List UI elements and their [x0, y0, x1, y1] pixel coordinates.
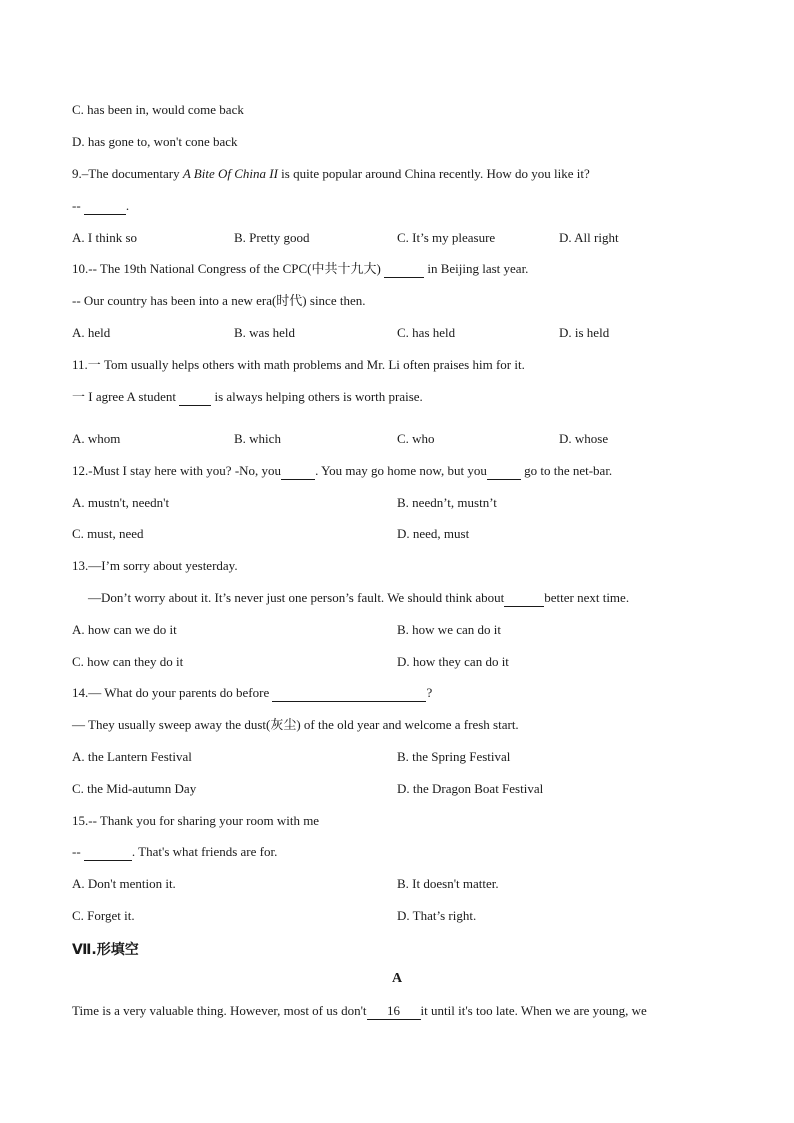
- q15-option-d: D. That’s right.: [397, 908, 477, 923]
- passage-text-post: it until it's too late. When we are young, we: [420, 1003, 647, 1018]
- q9-option-b: B. Pretty good: [234, 230, 310, 245]
- passage-line: [72, 1003, 647, 1020]
- passage-title: A: [391, 971, 403, 986]
- q14-option-c: C. the Mid-autumn Day: [72, 781, 197, 796]
- q11-option-d: D. whose: [559, 431, 609, 446]
- q9-option-d: D. All right: [559, 230, 619, 245]
- q15-blank: [84, 844, 132, 861]
- q15-option-c: C. Forget it.: [72, 908, 135, 923]
- q9-option-a: A. I think so: [72, 230, 137, 245]
- q10-text-post: in Beijing last year.: [424, 261, 529, 276]
- q10-option-a: A. held: [72, 325, 111, 340]
- q11-question: 11.一 Tom usually helps others with math problems and Mr. Li often praises him for it.: [72, 357, 525, 372]
- q14-option-d: D. the Dragon Boat Festival: [397, 781, 544, 796]
- q10-option-d: D. is held: [559, 325, 610, 340]
- passage-blank-16: 16: [367, 1003, 421, 1020]
- q15-text-pre: --: [72, 844, 84, 859]
- q10-option-b: B. was held: [234, 325, 296, 340]
- q12-option-a: A. mustn't, needn't: [72, 495, 170, 510]
- q12-option-b: B. needn’t, mustn’t: [397, 495, 497, 510]
- q9-answer-prefix: --: [72, 198, 84, 213]
- q12-text-post: go to the net-bar.: [520, 463, 613, 478]
- q14-option-a: A. the Lantern Festival: [72, 749, 192, 764]
- q9-title: A Bite Of China II: [182, 166, 278, 181]
- q15-option-b: B. It doesn't matter.: [397, 876, 499, 891]
- q14-response: — They usually sweep away the dust(灰尘) of the old year and welcome a fresh start.: [72, 717, 519, 732]
- q13-option-a: A. how can we do it: [72, 622, 177, 637]
- q9-text-post: is quite popular around China recently. How do you like it?: [277, 166, 590, 181]
- q13-text-post: better next time.: [544, 590, 630, 605]
- q12-question: [72, 463, 612, 480]
- q9-answer-suffix: .: [125, 198, 130, 213]
- q14-option-b: B. the Spring Festival: [397, 749, 511, 764]
- q13-option-c: C. how can they do it: [72, 654, 184, 669]
- q8-option-d: D. has gone to, won't cone back: [72, 134, 238, 149]
- q13-response: [88, 590, 629, 607]
- q12-option-c: C. must, need: [72, 526, 144, 541]
- q12-blank-2: [487, 463, 521, 480]
- q9-option-c: C. It’s my pleasure: [397, 230, 496, 245]
- q9-question: [72, 166, 590, 182]
- q10-question: [72, 261, 528, 278]
- q12-text-mid: . You may go home now, but you: [315, 463, 487, 478]
- q11-option-b: B. which: [234, 431, 281, 446]
- q13-option-b: B. how we can do it: [397, 622, 501, 637]
- q9-blank: [84, 198, 126, 215]
- q15-response: [72, 844, 277, 861]
- q11-blank: [179, 389, 211, 406]
- q15-option-a: A. Don't mention it.: [72, 876, 176, 891]
- q15-text-post: . That's what friends are for.: [131, 844, 278, 859]
- q10-response: -- Our country has been into a new era(时代) since then.: [72, 293, 366, 308]
- q14-blank: [272, 685, 426, 702]
- passage-text-pre: Time is a very valuable thing. However, most of us don't: [72, 1003, 367, 1018]
- q8-option-c: C. has been in, would come back: [72, 102, 244, 117]
- q14-question: [72, 685, 432, 702]
- q10-blank: [384, 261, 424, 278]
- q11-option-a: A. whom: [72, 431, 121, 446]
- q13-blank: [504, 590, 544, 607]
- q13-question: 13.—I’m sorry about yesterday.: [72, 558, 238, 573]
- q10-option-c: C. has held: [397, 325, 456, 340]
- q14-text-post: ?: [426, 685, 433, 700]
- q11-response: [72, 389, 423, 406]
- section-heading: Ⅶ.形填空: [72, 942, 139, 958]
- q11-option-c: C. who: [397, 431, 435, 446]
- q11-text-pre: 一 I agree A student: [72, 389, 180, 404]
- q9-answer-line: [72, 198, 129, 215]
- q14-text-pre: 14.— What do your parents do before: [72, 685, 273, 700]
- q12-text-pre: 12.-Must I stay here with you? -No, you: [72, 463, 282, 478]
- q12-option-d: D. need, must: [397, 526, 470, 541]
- q13-option-d: D. how they can do it: [397, 654, 509, 669]
- q10-text-pre: 10.-- The 19th National Congress of the CPC(中共十九大): [72, 261, 385, 276]
- q12-blank-1: [281, 463, 315, 480]
- q15-question: 15.-- Thank you for sharing your room with me: [72, 813, 320, 828]
- q13-text-pre: —Don’t worry about it. It’s never just one person’s fault. We should think about: [88, 590, 505, 605]
- q11-text-post: is always helping others is worth praise.: [211, 389, 423, 404]
- q9-text-pre: 9.–The documentary: [72, 166, 183, 181]
